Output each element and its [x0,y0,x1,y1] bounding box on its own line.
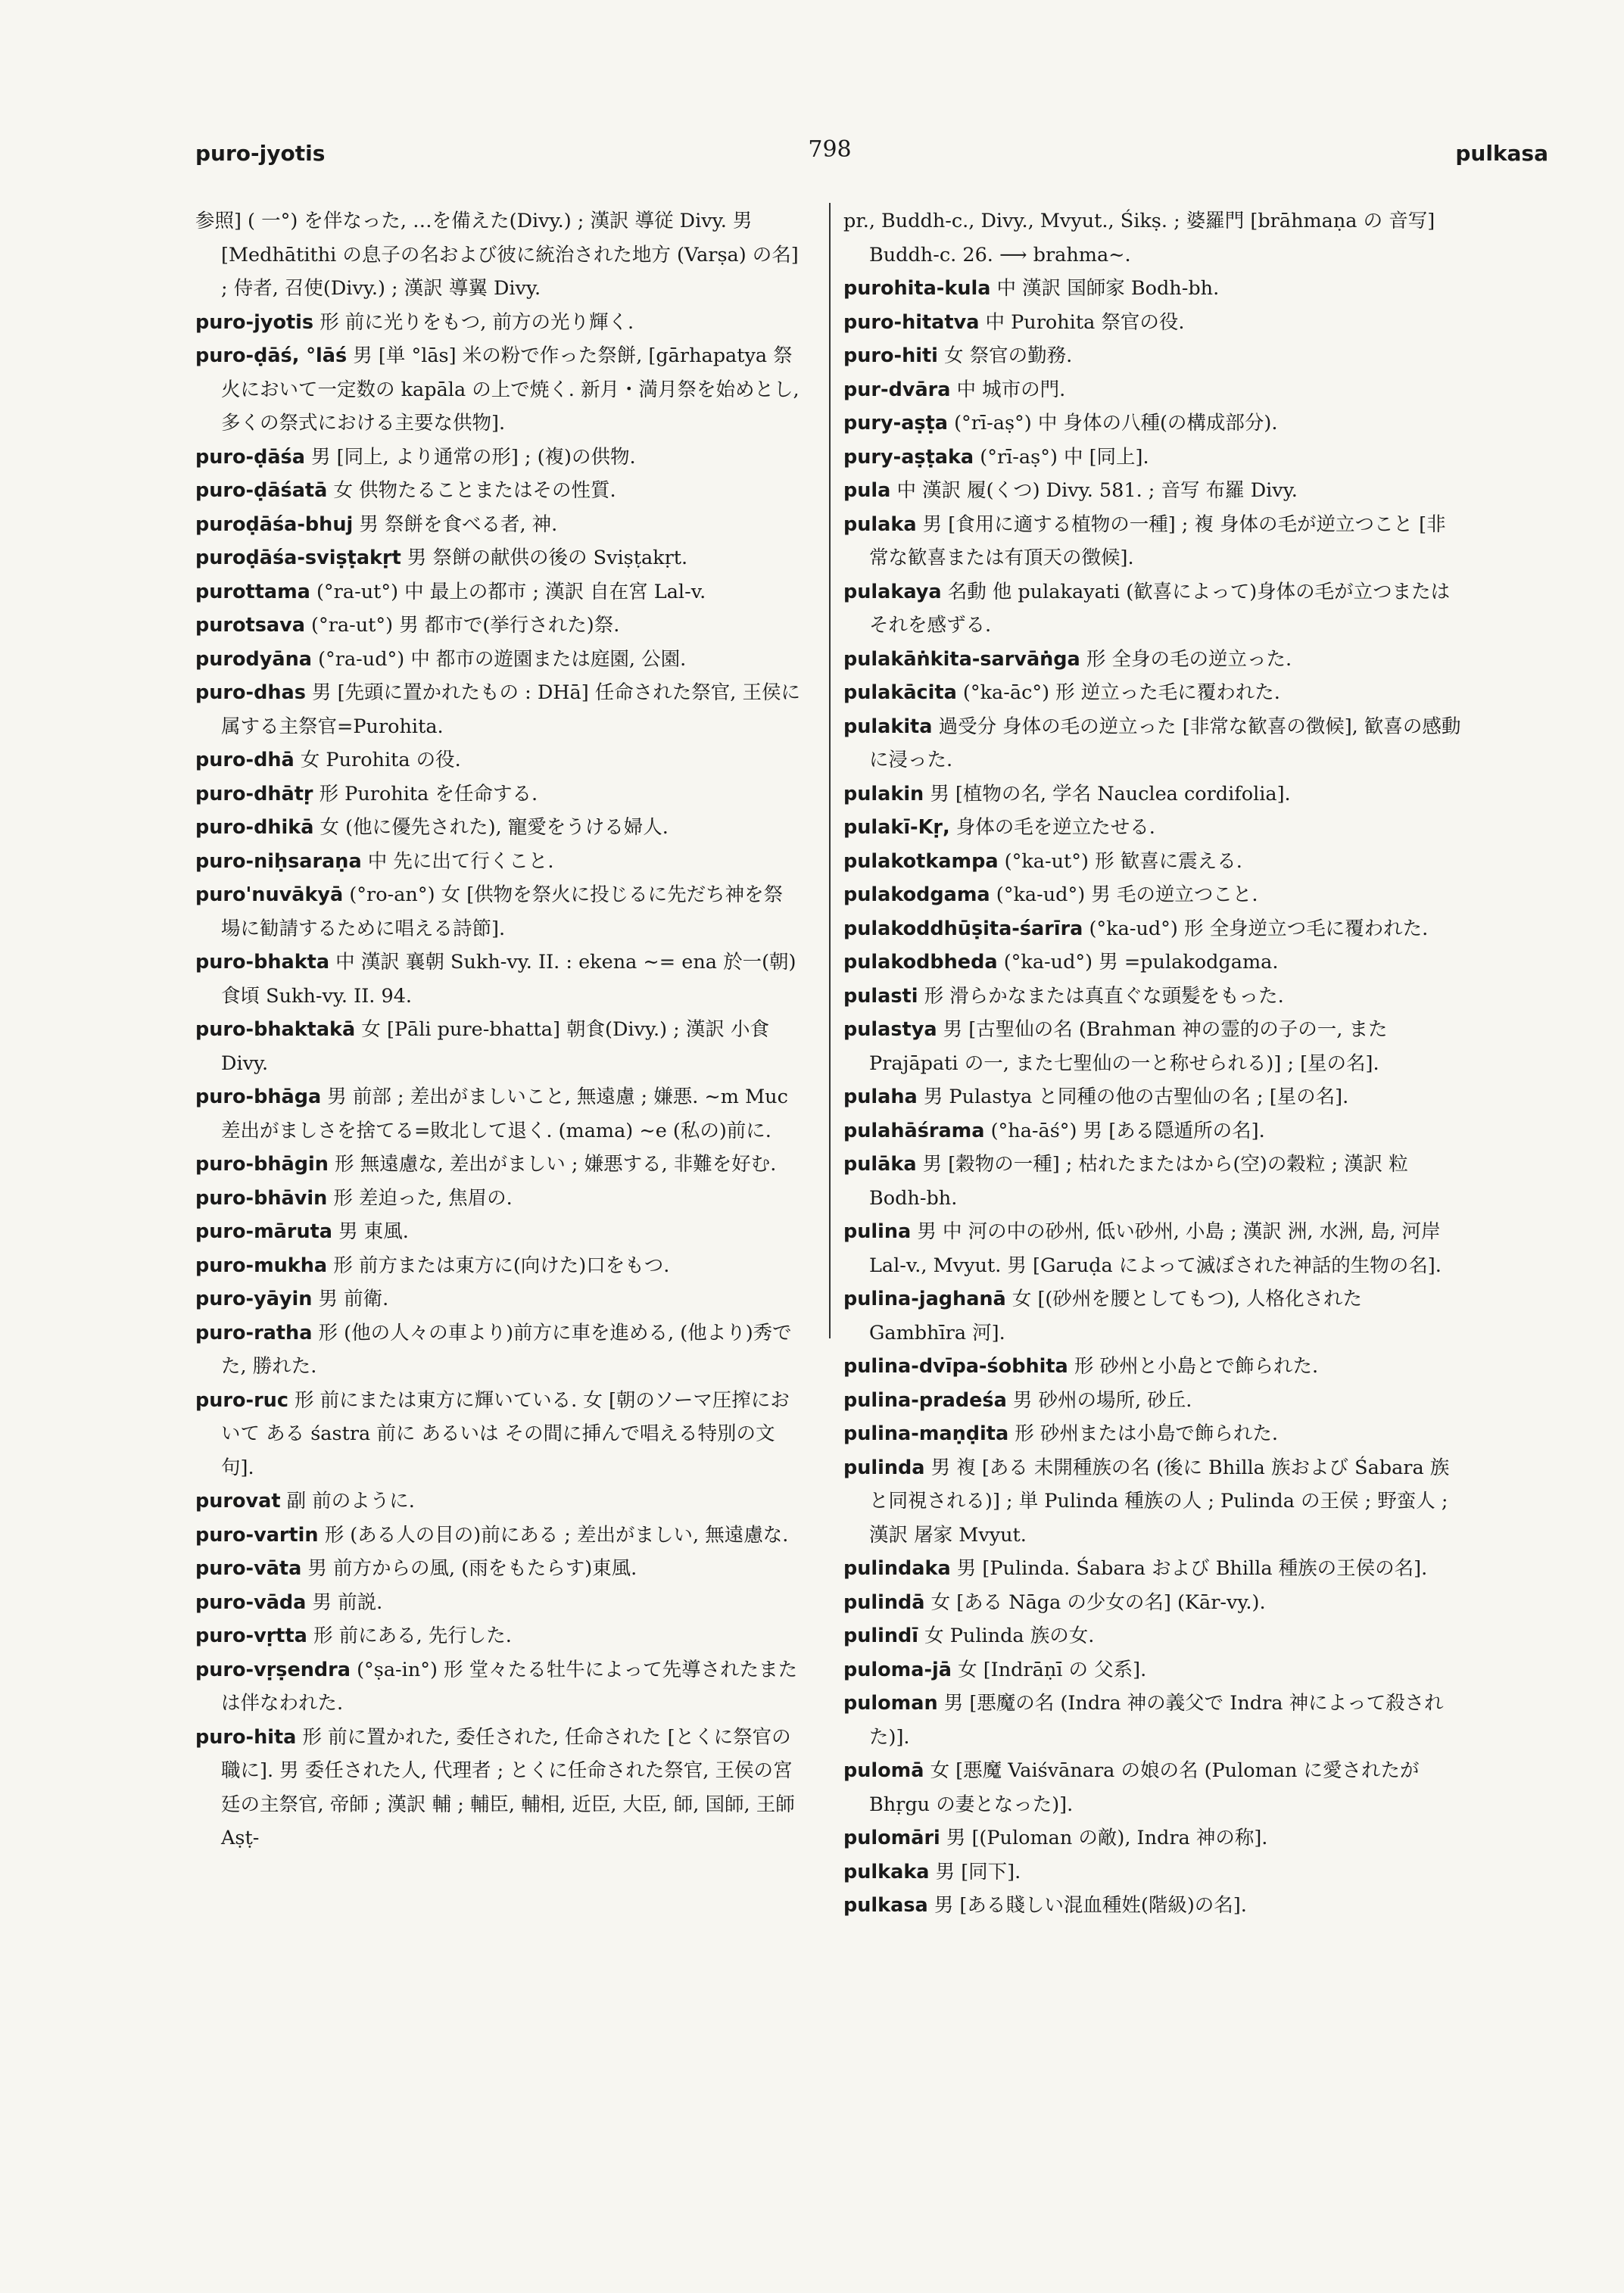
dictionary-entry [195,609,801,643]
definition: (°ka-ud°) 男 =pulakodgama. [1003,951,1279,974]
headword: pulindā [843,1590,925,1614]
headword: pulkasa [843,1894,928,1917]
definition: (°ra-ut°) 男 都市で(挙行された)祭. [311,614,620,637]
dictionary-entry [195,1182,801,1216]
definition: 男 Pulastya と同種の他の古聖仙の名 ; [星の名]. [923,1086,1349,1108]
dictionary-entry [843,1148,1464,1215]
dictionary-entry [843,1350,1464,1384]
headword: pulindaka [843,1557,951,1580]
headword: puro-dhātṛ [195,782,313,805]
dictionary-entry [843,272,1464,306]
definition: 形 前に置かれた, 委任された, 任命された [とくに祭官の職に]. 男 委任された人, 代理者 ; とくに任命された祭官, 王侯の宮廷の主祭官, 帝師 ; 漢訳 輔 ; 輔臣, 輔相, 近臣, 大臣, 師, 国師, 王師 Aṣṭ- [221,1725,795,1849]
headword: pulindī [843,1625,919,1647]
headword: puroḍāśa-bhuj [195,512,354,536]
headword: pula [843,479,891,502]
dictionary-entry [843,1653,1464,1687]
headword: purodyāna [195,647,312,671]
dictionary-entry [843,1889,1464,1923]
headword: puro-niḥsaraṇa [195,849,362,873]
definition: 女 供物たることまたはその性質. [333,479,616,502]
definition: 男 前衛. [318,1288,389,1310]
headword: puro-bhāvin [195,1186,328,1210]
definition: 男 祭餅を食べる者, 神. [359,512,558,536]
dictionary-entry [195,1552,801,1586]
definition: 男 [ある賤しい混血種姓(階級)の名]. [934,1894,1247,1917]
headword: pulasti [843,984,918,1008]
headword: puloman [843,1692,938,1715]
headword: puro-bhāga [195,1086,322,1108]
definition: 女 [(砂州を腰としてもつ), 人格化された Gambhīra 河]. [869,1288,1363,1344]
headword: pulaka [843,512,917,536]
definition: 女 Purohita の役. [300,749,461,771]
dictionary-entry [195,575,801,609]
dictionary-entry [843,575,1464,643]
definition: 女 [ある Nāga の少女の名] (Kār-vy.). [930,1590,1266,1614]
headword: pulomā [843,1759,924,1782]
dictionary-entry [843,1687,1464,1754]
definition: (°ra-ut°) 中 最上の都市 ; 漢訳 自在宮 Lal-v. [316,580,706,603]
definition: 形 差迫った, 焦眉の. [333,1186,513,1210]
dictionary-entry [195,1653,801,1721]
headword: puroḍāśa-sviṣṭakṛt [195,547,401,569]
dictionary-entry [843,1417,1464,1451]
headword: pulakoddhūṣita-śarīra [843,917,1083,940]
dictionary-entry [843,1282,1464,1350]
headword: purotsava [195,614,305,637]
definition: 副 前のように. [286,1490,415,1513]
definition: 男 [同上, より通常の形] ; (複)の供物. [311,445,636,469]
definition: 男 [先頭に置かれたもの : DHā] 任命された祭官, 王侯に属する主祭官=Purohita. [221,681,801,738]
headword: puro-ḍāśatā [195,479,328,502]
headword: pulakodgama [843,883,990,906]
running-head-left: puro-jyotis [195,141,326,166]
headword: purohita-kula [843,277,991,300]
dictionary-entry [843,777,1464,812]
dictionary-entry [195,676,801,743]
definition: 身体の毛を逆立たせる. [955,816,1155,839]
dictionary-entry [843,407,1464,441]
dictionary-entry [843,946,1464,980]
dictionary-entry [195,1013,801,1080]
headword: puro-bhaktakā [195,1018,356,1041]
headword: pulakin [843,782,924,805]
headword: puro-bhāgin [195,1153,329,1176]
headword: pulina-dvīpa-śobhita [843,1355,1068,1378]
definition: 形 砂州と小島とで飾られた. [1074,1355,1319,1378]
dictionary-entry [195,777,801,812]
dictionary-entry [843,508,1464,575]
definition: (°ro-an°) 女 [供物を祭火に投じるに先だち神を祭場に勧請するために唱える詩節]. [221,883,784,940]
headword: pulakodbheda [843,951,998,974]
definition: 形 前にまたは東方に輝いている. 女 [朝のソーマ圧搾において ある śastra 前に あるいは その間に挿んで唱える特別の文句]. [221,1388,790,1479]
headword: puro-vartin [195,1523,319,1547]
dictionary-entry [843,980,1464,1014]
dictionary-entry [843,1619,1464,1653]
definition: 参照] ( 一°) を伴なった, …を備えた(Divy.) ; 漢訳 導従 Divy. 男 [Medhātithi の息子の名および彼に統治された地方 (Varṣa) の名] ; 侍者, 召使(Divy.) ; 漢訳 導翼 Divy. [195,210,799,300]
definition: 中 漢訳 履(くつ) Divy. 581. ; 音写 布羅 Divy. [896,479,1298,502]
definition: 名動 他 pulakayati (歓喜によって)身体の毛が立つまたはそれを感ずる. [869,580,1451,637]
dictionary-entry [843,1384,1464,1418]
headword: pulāka [843,1153,917,1176]
definition: 男 [(Puloman の敵), Indra 神の称]. [946,1827,1268,1849]
definition: (°ṣa-in°) 形 堂々たる牡牛によって先導されたまたは伴なわれた. [221,1658,798,1715]
dictionary-entry [843,878,1464,912]
dictionary-entry [195,643,801,677]
definition: 男 [植物の名, 学名 Nauclea cordifolia]. [930,782,1291,805]
definition: 中 先に出て行くこと. [367,849,554,873]
headword: puro'nuvākyā [195,883,344,906]
headword: pulastya [843,1018,937,1041]
definition: 女 [Indrāṇī の 父系]. [958,1658,1147,1681]
dictionary-entry [843,1586,1464,1620]
headword: pulomāri [843,1827,940,1849]
definition: 女 [Pāli pure-bhatta] 朝食(Divy.) ; 漢訳 小食 Divy. [221,1018,769,1075]
headword: pulakaya [843,580,942,603]
definition: 男 [Pulinda. Śabara および Bhilla 種族の王侯の名]. [956,1557,1428,1580]
dictionary-entry [843,474,1464,508]
definition: 形 砂州または小島で飾られた. [1015,1422,1278,1445]
definition: 女 [悪魔 Vaiśvānara の娘の名 (Puloman に愛されたが Bhṛgu の妻となった)]. [869,1759,1420,1816]
running-head-right: pulkasa [1455,141,1548,166]
dictionary-entry [843,1215,1464,1282]
dictionary-entry [195,1721,801,1855]
dictionary-entry [843,845,1464,879]
headword: puro-vāda [195,1590,307,1614]
definition: 形 Purohita を任命する. [319,782,538,805]
dictionary-entry [195,1316,801,1384]
headword: puro-bhakta [195,951,330,974]
headword: puro-ratha [195,1321,313,1344]
definition: 中 Purohita 祭官の役. [985,310,1185,334]
dictionary-entry [843,1114,1464,1148]
headword: pulinda [843,1456,925,1479]
definition: 男 [食用に適する植物の一種] ; 複 身体の毛が逆立つこと [非常な歓喜または有頂天の徴候]. [869,512,1446,569]
headword: pulakita [843,715,933,738]
dictionary-entry [195,1384,801,1485]
left-column [195,204,801,1855]
definition: 男 [穀物の一種] ; 枯れたまたはから(空)の穀粒 ; 漢訳 粒 Bodh-bh. [869,1153,1408,1210]
dictionary-entry [843,1451,1464,1553]
definition: 中 漢訳 国師家 Bodh-bh. [996,277,1220,300]
dictionary-entry [195,1619,801,1653]
dictionary-entry [195,1282,801,1316]
headword: purovat [195,1490,281,1513]
dictionary-entry [843,204,1464,272]
dictionary-entry [195,1148,801,1182]
dictionary-entry [843,339,1464,373]
definition: 形 (他の人々の車より)前方に車を進める, (他より)秀でた, 勝れた. [221,1321,792,1378]
headword: puro-vṛtta [195,1625,307,1647]
dictionary-entry [843,373,1464,407]
definition: 男 砂州の場所, 砂丘. [1012,1388,1192,1412]
dictionary-entry [843,1552,1464,1586]
headword: puro-mukha [195,1254,328,1277]
headword: pulakī-Kṛ, [843,816,950,839]
dictionary-entry [843,1855,1464,1890]
definition: 男 [古聖仙の名 (Brahman 神の霊的の子の一, また Prajāpati の一, また七聖仙の一と称せられる)] ; [星の名]. [869,1018,1388,1075]
dictionary-entry [843,710,1464,777]
definition: (°ka-ut°) 形 歓喜に震える. [1004,849,1242,873]
headword: pulina-pradeśa [843,1388,1007,1412]
definition: 男 祭餅の献供の後の Sviṣṭakṛt. [407,547,688,569]
headword: puro-hita [195,1725,297,1749]
definition: 形 滑らかなまたは真直ぐな頭髪をもった. [924,984,1284,1008]
dictionary-entry [843,441,1464,475]
right-column [843,204,1464,1923]
definition: 形 前にある, 先行した. [313,1625,512,1647]
dictionary-entry [843,1080,1464,1114]
definition: 形 前方または東方に(向けた)口をもつ. [333,1254,670,1277]
dictionary-entry [195,306,801,340]
definition: (°rī-aṣ°) 中 身体の八種(の構成部分). [954,412,1278,435]
definition: 女 Pulinda 族の女. [924,1625,1095,1647]
headword: puro-jyotis [195,310,314,334]
dictionary-entry [195,339,801,441]
dictionary-entry [195,1485,801,1519]
definition: 男 [単 °lās] 米の粉で作った祭餅, [gārhapatya 祭火において一定数の kapāla の上で焼く. 新月・満月祭を始めとし, 多くの祭式における主要な供物]. [221,344,800,435]
definition: 形 (ある人の目の)前にある ; 差出がましい, 無遠慮な. [324,1523,789,1547]
definition: 形 前に光りをもつ, 前方の光り輝く. [320,310,634,334]
dictionary-entry [195,541,801,575]
headword: pulakotkampa [843,849,999,873]
dictionary-entry [195,1215,801,1249]
dictionary-entry [195,845,801,879]
definition: pr., Buddh-c., Divy., Mvyut., Śikṣ. ; 婆羅門 [brāhmaṇa の 音写] Buddh-c. 26. ⟶ brahma∼. [843,210,1435,266]
headword: pulkaka [843,1860,930,1883]
page-number: 798 [808,136,852,163]
headword: puro-vāta [195,1557,302,1580]
dictionary-entry [195,1586,801,1620]
headword: pur-dvāra [843,378,951,401]
headword: puro-dhikā [195,816,314,839]
dictionary-entry [195,441,801,475]
definition: (°ka-ud°) 形 全身逆立つ毛に覆われた. [1089,917,1429,940]
dictionary-entry [195,204,801,306]
dictionary-entry [195,878,801,946]
dictionary-entry [195,474,801,508]
headword: pulina [843,1220,912,1243]
dictionary-entry [843,1821,1464,1855]
dictionary-entry [195,811,801,845]
headword: pulakāṅkita-sarvāṅga [843,647,1080,671]
definition: 女 (他に優先された), 寵愛をうける婦人. [320,816,669,839]
dictionary-entry [195,1080,801,1148]
headword: puro-yāyin [195,1288,313,1310]
definition: 中 漢訳 襄朝 Sukh-vy. II. : ekena ∼= ena 於一(朝)食頃 Sukh-vy. II. 94. [221,951,796,1008]
headword: puro-ḍāś, °lāś [195,344,348,367]
dictionary-entry [195,1519,801,1553]
dictionary-entry [843,306,1464,340]
headword: puro-vṛṣendra [195,1658,351,1681]
headword: puro-dhas [195,681,306,704]
definition: (°rī-aṣ°) 中 [同上]. [980,445,1149,469]
definition: 男 中 河の中の砂州, 低い砂州, 小島 ; 漢訳 洲, 水洲, 島, 河岸 Lal-v., Mvyut. 男 [Garuḍa によって滅ぼされた神話的生物の名]. [869,1220,1442,1277]
definition: 男 前部 ; 差出がましいこと, 無遠慮 ; 嫌悪. ∼m Muc 差出がましさを捨てる=敗北して退く. (mama) ∼e (私の)前に. [221,1086,788,1142]
headword: pury-aṣṭaka [843,445,974,469]
definition: 男 [同下]. [935,1860,1021,1883]
definition: (°ra-ud°) 中 都市の遊園または庭園, 公園. [318,647,687,671]
definition: 形 無遠慮な, 差出がましい ; 嫌悪する, 非難を好む. [334,1153,777,1176]
dictionary-entry [843,912,1464,946]
headword: pulina-jaghanā [843,1288,1006,1310]
dictionary-entry [195,1249,801,1283]
dictionary-entry [843,676,1464,710]
headword: puro-hitatva [843,310,980,334]
definition: 男 複 [ある 未開種族の名 (後に Bhilla 族および Śabara 族と同視される)] ; 単 Pulinda 種族の人 ; Pulinda の王侯 ; 野蛮人 ; 漢訳 屠家 Mvyut. [869,1456,1450,1547]
definition: (°ha-āś°) 男 [ある隠遁所の名]. [990,1119,1265,1142]
dictionary-entry [195,743,801,777]
dictionary-entry [195,946,801,1013]
definition: 過受分 身体の毛の逆立った [非常な歓喜の徴候], 歓喜の感動に浸った. [869,715,1461,771]
definition: 形 全身の毛の逆立った. [1086,647,1292,671]
headword: puro-ruc [195,1388,288,1412]
headword: puloma-jā [843,1658,952,1681]
definition: 中 城市の門. [956,378,1066,401]
definition: 男 東風. [338,1220,409,1243]
headword: pulahāśrama [843,1119,985,1142]
dictionary-entry [843,1013,1464,1080]
definition: (°ka-āc°) 形 逆立った毛に覆われた. [962,681,1280,704]
dictionary-entry [843,1754,1464,1821]
definition: 女 祭官の勤務. [944,344,1073,367]
headword: puro-ḍāśa [195,445,305,469]
dictionary-entry [195,508,801,542]
headword: purottama [195,580,310,603]
column-divider [829,203,831,1338]
definition: 男 前説. [312,1590,383,1614]
dictionary-entry [843,643,1464,677]
headword: puro-māruta [195,1220,332,1243]
definition: (°ka-ud°) 男 毛の逆立つこと. [996,883,1258,906]
headword: pulina-maṇḍita [843,1422,1009,1445]
headword: puro-dhā [195,749,295,771]
definition: 男 前方からの風, (雨をもたらす)東風. [307,1557,637,1580]
headword: pulakācita [843,681,957,704]
dictionary-entry [843,811,1464,845]
headword: pury-aṣṭa [843,412,948,435]
headword: puro-hiti [843,344,938,367]
definition: 男 [悪魔の名 (Indra 神の義父で Indra 神によって殺された)]. [869,1692,1444,1749]
headword: pulaha [843,1086,918,1108]
